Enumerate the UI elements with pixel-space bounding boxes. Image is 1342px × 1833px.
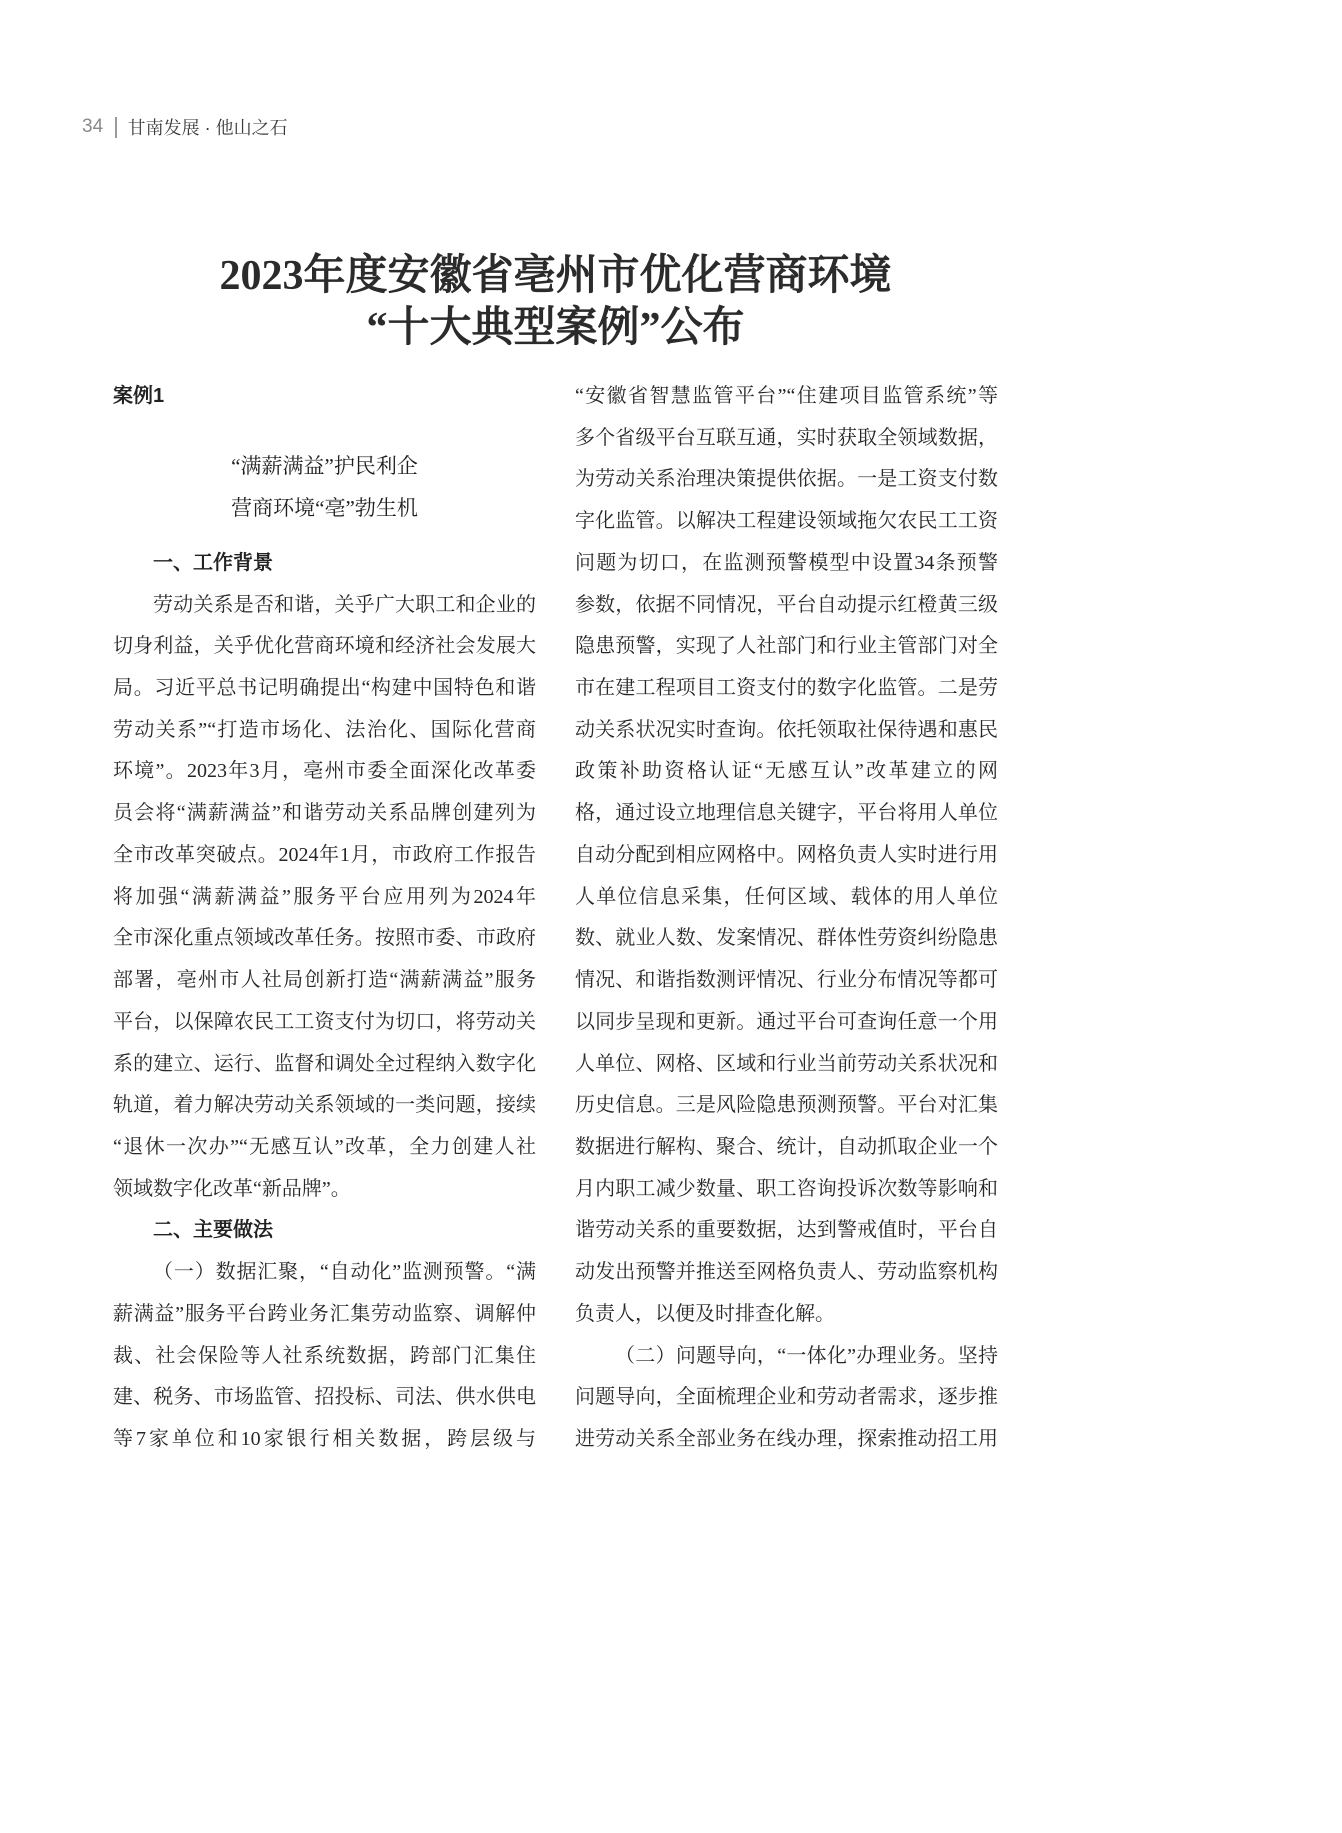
section-heading: 二、主要做法 xyxy=(153,1219,273,1242)
case-title xyxy=(113,418,536,543)
text-line: 等7家单位和10家银行相关数据，跨层级与 xyxy=(113,1427,536,1450)
text-line: 以同步呈现和更新。通过平台可查询任意一个用 xyxy=(575,1010,998,1033)
page-number: 34 xyxy=(82,116,104,137)
text-line: 隐患预警，实现了人社部门和行业主管部门对全 xyxy=(575,635,998,658)
article-title-line: 2023年度安徽省亳州市优化营商环境 xyxy=(219,253,892,299)
section-heading: 一、工作背景 xyxy=(153,551,273,574)
page-header xyxy=(82,115,288,139)
text-line: 劳动关系”“打造市场化、法治化、国际化营商 xyxy=(113,718,536,741)
text-line: 多个省级平台互联互通，实时获取全领域数据， xyxy=(575,426,998,449)
text-line: 进劳动关系全部业务在线办理，探索推动招工用 xyxy=(575,1427,998,1450)
case-label: 案例1 xyxy=(113,385,165,407)
case-title-line: “满薪满益”护民利企 xyxy=(231,453,418,478)
text-line: 局。习近平总书记明确提出“构建中国特色和谐 xyxy=(113,677,536,700)
text-line: 劳动关系是否和谐，关乎广大职工和企业的 xyxy=(153,593,536,616)
text-line: 轨道，着力解决劳动关系领域的一类问题，接续 xyxy=(113,1094,536,1117)
text-line: 参数，依据不同情况，平台自动提示红橙黄三级 xyxy=(575,593,998,616)
left-column xyxy=(113,376,536,1461)
text-line: 动关系状况实时查询。依托领取社保待遇和惠民 xyxy=(575,718,998,741)
header-divider xyxy=(115,117,117,138)
paragraph xyxy=(113,1252,536,1461)
text-line: 谐劳动关系的重要数据，达到警戒值时，平台自 xyxy=(575,1219,998,1242)
right-column xyxy=(575,376,998,1461)
text-line: 字化监管。以解决工程建设领域拖欠农民工工资 xyxy=(575,510,998,533)
article-title xyxy=(113,250,998,354)
paragraph xyxy=(113,585,536,1211)
text-line: 动发出预警并推送至网格负责人、劳动监察机构 xyxy=(575,1261,998,1284)
text-line: 数据进行解构、聚合、统计，自动抓取企业一个 xyxy=(575,1135,998,1158)
text-line: 部署，亳州市人社局创新打造“满薪满益”服务 xyxy=(113,969,536,992)
text-line: （一）数据汇聚，“自动化”监测预警。“满 xyxy=(153,1261,536,1284)
text-line: 人单位信息采集，任何区域、载体的用人单位 xyxy=(575,885,998,908)
text-line: （二）问题导向，“一体化”办理业务。坚持 xyxy=(615,1344,998,1367)
paragraph-continued xyxy=(575,376,998,1336)
text-line: 为劳动关系治理决策提供依据。一是工资支付数 xyxy=(575,468,998,491)
text-line: 格，通过设立地理信息关键字，平台将用人单位 xyxy=(575,802,998,825)
text-line: 平台，以保障农民工工资支付为切口，将劳动关 xyxy=(113,1010,536,1033)
text-line: 环境”。2023年3月，亳州市委全面深化改革委 xyxy=(113,760,536,783)
text-line: 问题为切口，在监测预警模型中设置34条预警 xyxy=(575,551,998,574)
text-line: 月内职工减少数量、职工咨询投诉次数等影响和 xyxy=(575,1177,998,1200)
text-line: 数、就业人数、发案情况、群体性劳资纠纷隐患 xyxy=(575,927,998,950)
text-line: 系的建立、运行、监督和调处全过程纳入数字化 xyxy=(113,1052,536,1075)
text-line: “安徽省智慧监管平台”“住建项目监管系统”等 xyxy=(575,385,998,407)
text-line: 裁、社会保险等人社系统数据，跨部门汇集住 xyxy=(113,1344,536,1367)
text-line: 情况、和谐指数测评情况、行业分布情况等都可 xyxy=(575,969,998,992)
text-line: 将加强“满薪满益”服务平台应用列为2024年 xyxy=(113,885,536,908)
text-line: 领域数字化改革“新品牌”。 xyxy=(113,1177,351,1200)
text-line: 问题导向，全面梳理企业和劳动者需求，逐步推 xyxy=(575,1386,998,1409)
text-line: 薪满益”服务平台跨业务汇集劳动监察、调解仲 xyxy=(113,1302,536,1325)
text-line: “退休一次办”“无感互认”改革，全力创建人社 xyxy=(113,1135,536,1158)
text-line: 全市深化重点领域改革任务。按照市委、市政府 xyxy=(113,927,536,950)
text-line: 市在建工程项目工资支付的数字化监管。二是劳 xyxy=(575,677,998,700)
text-line: 全市改革突破点。2024年1月，市政府工作报告 xyxy=(113,843,536,866)
article-title-line: “十大典型案例”公布 xyxy=(366,305,745,351)
text-line: 负责人，以便及时排查化解。 xyxy=(575,1302,835,1325)
text-line: 人单位、网格、区域和行业当前劳动关系状况和 xyxy=(575,1052,998,1075)
text-line: 建、税务、市场监管、招投标、司法、供水供电 xyxy=(113,1386,536,1409)
text-line: 员会将“满薪满益”和谐劳动关系品牌创建列为 xyxy=(113,802,536,825)
text-line: 历史信息。三是风险隐患预测预警。平台对汇集 xyxy=(575,1094,998,1117)
text-line: 切身利益，关乎优化营商环境和经济社会发展大 xyxy=(113,635,536,658)
paragraph xyxy=(575,1336,998,1461)
text-line: 政策补助资格认证“无感互认”改革建立的网 xyxy=(575,760,998,783)
text-line: 自动分配到相应网格中。网格负责人实时进行用 xyxy=(575,843,998,866)
case-title-line: 营商环境“亳”勃生机 xyxy=(231,495,418,520)
section-name: 甘南发展 · 他山之石 xyxy=(127,118,288,138)
